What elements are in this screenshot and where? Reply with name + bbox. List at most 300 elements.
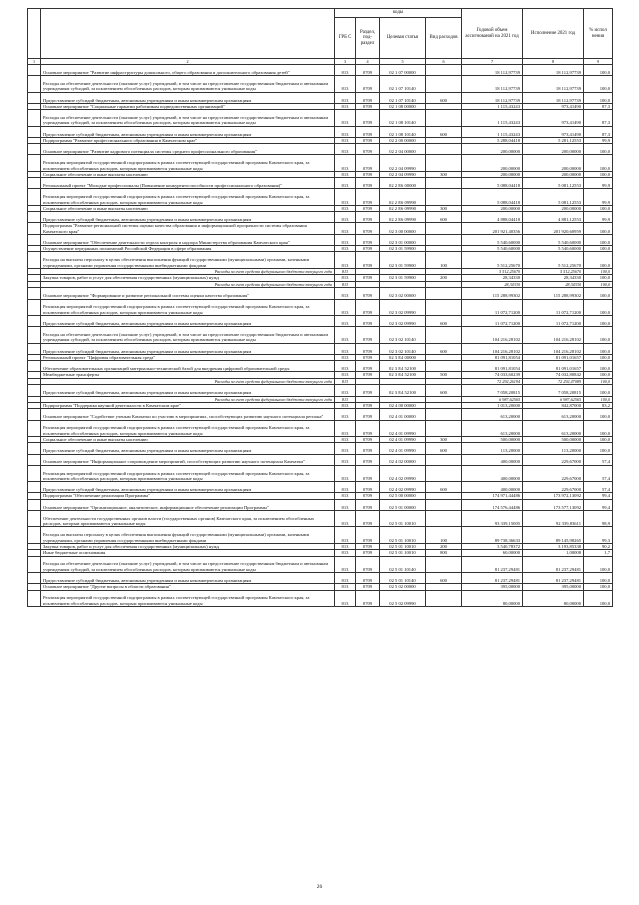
cell-plan: 81 091,81054 (462, 354, 523, 360)
table-row (28, 234, 613, 245)
cell-target-article: 02 4 02 00000 (380, 454, 426, 465)
cell-name: Основное мероприятие "Формирование и развитие региональной системы оценки качества образования" (41, 288, 335, 299)
table-row-federal-note (28, 396, 613, 403)
cell-percent: 100,0 (584, 288, 613, 299)
cell-fact: 1,00008 (523, 550, 584, 556)
cell-plan: 113,20000 (462, 443, 523, 454)
cell-target-article: 02 5 01 00000 (380, 499, 426, 510)
cell-percent: 99,9 (584, 212, 613, 223)
cell-percent: 99,9 (584, 137, 613, 143)
cell-razdel: 0709 (356, 178, 380, 189)
cell-plan: 1 115,43243 (462, 103, 523, 109)
table-row (28, 465, 613, 482)
cell-plan: 1 115,43243 (462, 110, 523, 127)
cell-percent: 100,0 (584, 437, 613, 443)
cell-fact: 201 920,60959 (523, 223, 584, 235)
cell-razdel: 0709 (356, 510, 380, 527)
cell-percent: 87,3 (584, 126, 613, 137)
cell-index (28, 299, 41, 316)
cell-fact: 28,34330 (523, 281, 584, 288)
cell-target-article: 02 3 00 00000 (380, 223, 426, 235)
cell-razdel: 0709 (356, 482, 380, 493)
cell-percent: 100,0 (584, 443, 613, 454)
cell-razdel: 0709 (356, 499, 380, 510)
cell-fact: 81 237,29481 (523, 573, 584, 584)
cell-percent: 100,0 (584, 556, 613, 573)
cell-fact: 4 881,12553 (523, 212, 584, 223)
cell-fact: 6 987,62565 (523, 396, 584, 403)
cell-percent: 99,9 (584, 178, 613, 189)
cell-razdel: 0709 (356, 137, 380, 143)
cell-grbs: 813 (335, 584, 356, 590)
cell-expense-type (426, 378, 462, 385)
cell-expense-type (426, 361, 462, 372)
cell-fact: 173 577,13092 (523, 499, 584, 510)
cell-expense-type: 600 (426, 573, 462, 584)
cell-plan: 104 216,28102 (462, 343, 523, 354)
cell-index (28, 443, 41, 454)
cell-expense-type (426, 510, 462, 527)
cell-name: Предоставление субсидий бюджетным, автономным учреждениям и иным некоммерческим организациям (41, 573, 335, 584)
cell-grbs: 813 (335, 550, 356, 556)
cell-target-article: 02 1 08 00000 (380, 103, 426, 109)
cell-target-article (380, 378, 426, 385)
cell-fact: 18 112,97739 (523, 76, 584, 93)
cell-index (28, 454, 41, 465)
cell-target-article: 02 5 01 10140 (380, 573, 426, 584)
cell-fact: 842,87000 (523, 403, 584, 409)
cell-fact: 28,34330 (523, 275, 584, 281)
header-blank-index (28, 9, 41, 59)
cell-expense-type: 100 (426, 252, 462, 269)
cell-plan: 5 540,60000 (462, 246, 523, 252)
table-row (28, 178, 613, 189)
cell-grbs: 813 (335, 482, 356, 493)
cell-name: Расходы на обеспечение деятельности (оказание услуг) учреждений, в том числе на предоставление государственным бюджетным и автономным учреждениям субсидий, за исключением обособленных расходов, которым присваиваются уникальные коды (41, 76, 335, 93)
cell-expense-type (426, 144, 462, 155)
cell-name: Реализация мероприятий государственной подпрограммы в рамках соответствующей государственной программы Камчатского края, за исключением обособленных расходов, которым присваиваются уникальные коды (41, 299, 335, 316)
cell-expense-type (426, 234, 462, 245)
cell-name: Предоставление субсидий бюджетным, автономным учреждениям и иным некоммерческим организациям (41, 212, 335, 223)
cell-target-article: 02 4 02 09990 (380, 482, 426, 493)
cell-target-article: 02 2 00 00000 (380, 137, 426, 143)
cell-name: Межбюджетные трансферты (41, 372, 335, 378)
cell-index (28, 499, 41, 510)
cell-name: Реализация мероприятий государственной подпрограммы в рамках соответствующей государственной программы Камчатского края, за исключением обособленных расходов, которым присваиваются уникальные коды (41, 465, 335, 482)
cell-fact: 72 292,47089 (523, 378, 584, 385)
cell-expense-type: 600 (426, 385, 462, 396)
cell-plan: 395,00000 (462, 584, 523, 590)
cell-target-article: 02 3 01 59900 (380, 252, 426, 269)
cell-grbs: 813 (335, 403, 356, 409)
table-row (28, 223, 613, 235)
cell-percent: 99,4 (584, 493, 613, 499)
cell-grbs: 813 (335, 126, 356, 137)
cell-name: Основное мероприятие "Социальные гарантии работникам подведомственных организаций" (41, 103, 335, 109)
cell-index (28, 288, 41, 299)
cell-expense-type: 600 (426, 212, 462, 223)
cell-razdel: 0709 (356, 76, 380, 93)
cell-name: Региональный проект "Цифровая образовательная среда" (41, 354, 335, 360)
cell-target-article: 02 4 00 00000 (380, 403, 426, 409)
cell-razdel: 0709 (356, 437, 380, 443)
col-number: 8 (523, 59, 584, 65)
cell-percent: 83,2 (584, 403, 613, 409)
cell-percent: 100,0 (584, 354, 613, 360)
cell-target-article: 02 3 E4 52100 (380, 385, 426, 396)
cell-fact: 200,00000 (523, 205, 584, 211)
cell-expense-type: 600 (426, 126, 462, 137)
cell-grbs: 813 (335, 223, 356, 235)
cell-grbs: 813 (335, 556, 356, 573)
cell-target-article: 02 1 07 10140 (380, 76, 426, 93)
cell-name: Предоставление субсидий бюджетным, автономным учреждениям и иным некоммерческим организациям (41, 316, 335, 327)
cell-plan: 115 288,99302 (462, 288, 523, 299)
cell-percent: 100,0 (584, 252, 613, 269)
cell-razdel: 0709 (356, 327, 380, 344)
table-row (28, 361, 613, 372)
cell-razdel: 0709 (356, 409, 380, 420)
cell-percent: 99,4 (584, 499, 613, 510)
cell-grbs: 813 (335, 110, 356, 127)
cell-percent: 100,0 (584, 590, 613, 607)
cell-name: Реализация мероприятий государственной подпрограммы в рамках соответствующей государственной программы Камчатского края, за исключением обособленных расходов, которым присваиваются уникальные коды (41, 155, 335, 172)
cell-percent: 87,3 (584, 103, 613, 109)
cell-razdel: 0709 (356, 443, 380, 454)
cell-percent: 100,0 (584, 573, 613, 584)
table-row (28, 556, 613, 573)
cell-percent: 57,4 (584, 465, 613, 482)
cell-razdel: 0709 (356, 144, 380, 155)
header-percent: % испол нения (584, 9, 613, 59)
cell-expense-type (426, 178, 462, 189)
cell-grbs: 813 (335, 510, 356, 527)
cell-plan: 89 738,36633 (462, 527, 523, 544)
cell-expense-type: 300 (426, 205, 462, 211)
cell-grbs: 813 (335, 316, 356, 327)
cell-fact: 92 339,83611 (523, 510, 584, 527)
table-row (28, 527, 613, 544)
table-row (28, 590, 613, 607)
cell-grbs: 813 (335, 76, 356, 93)
cell-target-article: 02 5 01 10140 (380, 556, 426, 573)
cell-expense-type: 200 (426, 275, 462, 281)
cell-index (28, 343, 41, 354)
cell-name: Обеспечение образовательных организаций материально-технической базой для внедрения цифровой образовательной среды (41, 361, 335, 372)
cell-fact: 81 237,29481 (523, 556, 584, 573)
cell-percent: 90,2 (584, 543, 613, 549)
cell-target-article: 02 2 04 09990 (380, 155, 426, 172)
col-number: 1 (28, 59, 41, 65)
cell-target-article: 02 3 E4 52100 (380, 372, 426, 378)
cell-target-article: 02 4 01 09990 (380, 437, 426, 443)
cell-fact: 229,67000 (523, 465, 584, 482)
cell-name: Расходы за счет средств федерального бюджета текущего года (41, 378, 335, 385)
cell-plan: 200,00000 (462, 155, 523, 172)
cell-fact: 80,00000 (523, 590, 584, 607)
table-row-federal-note (28, 281, 613, 288)
cell-index (28, 223, 41, 235)
cell-fact: 5 281,12553 (523, 137, 584, 143)
cell-name: Предоставление субсидий бюджетным, автономным учреждениям и иным некоммерческим организациям (41, 385, 335, 396)
cell-fact: 5 512,25670 (523, 268, 584, 275)
col-number: 9 (584, 59, 613, 65)
cell-index (28, 378, 41, 385)
table-row (28, 110, 613, 127)
cell-expense-type (426, 299, 462, 316)
table-row (28, 343, 613, 354)
header-codes: коды (335, 9, 462, 18)
cell-name: Реализация мероприятий государственной подпрограммы в рамках соответствующей государственной программы Камчатского края, за исключением обособленных расходов, которым присваиваются уникальные коды (41, 420, 335, 437)
cell-plan: 80,00000 (462, 590, 523, 607)
cell-razdel: 0709 (356, 361, 380, 372)
cell-index (28, 590, 41, 607)
table-row (28, 499, 613, 510)
cell-name: Основное мероприятие "Развитие инфраструктуры дошкольного, общего образования и дополнительного образования детей" (41, 65, 335, 76)
cell-razdel: 0709 (356, 103, 380, 109)
cell-name: Расходы на выплаты персоналу в целях обеспечения выполнения функций государственными (муниципальными) органами, казенными учреждениями, органами управления государственными внебюджетными фондами (41, 252, 335, 269)
cell-name: Подпрограмма "Развитие региональной системы оценки качества образования и информационной прозрачности системы образования Камчатского края" (41, 223, 335, 235)
cell-expense-type (426, 223, 462, 235)
cell-plan: 5 512,25670 (462, 252, 523, 269)
budget-table (27, 8, 613, 607)
cell-percent: 100,0 (584, 584, 613, 590)
cell-name: Расходы за счет средств федерального бюджета текущего года (41, 268, 335, 275)
cell-percent: 87,3 (584, 110, 613, 127)
cell-percent: 100,0 (584, 234, 613, 245)
col-number: 7 (462, 59, 523, 65)
cell-grbs: 813 (335, 246, 356, 252)
cell-fact: 5 512,25670 (523, 252, 584, 269)
cell-name: Закупка товаров, работ и услуг для обеспечения государственных (муниципальных) нужд (41, 275, 335, 281)
cell-plan: 3 540,78372 (462, 543, 523, 549)
cell-name: Расходы за счет средств федерального бюджета текущего года (41, 281, 335, 288)
cell-name: Основное мероприятие "Обеспечение деятельности отдела контроля и надзора Министерства образования Камчатского края" (41, 234, 335, 245)
cell-target-article: 02 2 E6 09990 (380, 212, 426, 223)
cell-plan: 11 072,71200 (462, 299, 523, 316)
cell-fact: 395,00000 (523, 584, 584, 590)
cell-target-article (380, 268, 426, 275)
cell-name: Основное мероприятие "Информационное сопровождение мероприятий, способствующих развитию научного потенциала Камчатки" (41, 454, 335, 465)
cell-expense-type (426, 281, 462, 288)
cell-fact: 18 112,97739 (523, 92, 584, 103)
cell-percent: 100,0 (584, 65, 613, 76)
cell-grbs: 813 (335, 178, 356, 189)
cell-razdel: 0709 (356, 246, 380, 252)
table-row (28, 155, 613, 172)
cell-percent: 100,0 (584, 372, 613, 378)
cell-expense-type: 300 (426, 171, 462, 177)
table-body (28, 65, 613, 607)
cell-plan: 400,00000 (462, 454, 523, 465)
cell-percent: 100,0 (584, 378, 613, 385)
cell-expense-type (426, 76, 462, 93)
cell-target-article: 02 3 02 00000 (380, 288, 426, 299)
cell-fact: 5 540,60000 (523, 234, 584, 245)
table-row (28, 252, 613, 269)
cell-target-article: 02 5 01 10010 (380, 550, 426, 556)
cell-razdel: 0709 (356, 543, 380, 549)
cell-grbs: 813 (335, 493, 356, 499)
cell-percent: 1,7 (584, 550, 613, 556)
cell-grbs: 813 (335, 144, 356, 155)
table-row (28, 420, 613, 437)
cell-expense-type: 600 (426, 343, 462, 354)
cell-name: Основное мероприятие "Организационное, аналитическое, информационное обеспечение реализации Программы" (41, 499, 335, 510)
cell-index (28, 212, 41, 223)
cell-name: Региональный проект "Молодые профессионалы (Повышение конкурентоспособности профессионального образования)" (41, 178, 335, 189)
cell-grbs: 813 (335, 420, 356, 437)
cell-plan: 1 013,20000 (462, 403, 523, 409)
cell-fact: 973,41490 (523, 126, 584, 137)
cell-index (28, 110, 41, 127)
cell-fact: 104 216,28102 (523, 327, 584, 344)
cell-plan: 400,00000 (462, 465, 523, 482)
col-number: 5 (380, 59, 426, 65)
cell-grbs: 813 (335, 437, 356, 443)
cell-fact: 74 032,80842 (523, 372, 584, 378)
table-row (28, 316, 613, 327)
cell-percent: 100,0 (584, 409, 613, 420)
cell-name: Расходы за счет средств федерального бюджета текущего года (41, 396, 335, 403)
cell-name: Предоставление субсидий бюджетным, автономным учреждениям и иным некоммерческим организациям (41, 482, 335, 493)
cell-percent: 100,0 (584, 205, 613, 211)
cell-plan: 500,00000 (462, 437, 523, 443)
cell-expense-type (426, 110, 462, 127)
cell-plan: 200,00000 (462, 171, 523, 177)
cell-grbs: 813 (335, 137, 356, 143)
cell-razdel (356, 396, 380, 403)
cell-plan: 28,34330 (462, 275, 523, 281)
cell-plan: 200,00000 (462, 144, 523, 155)
cell-name: Социальное обеспечение и иные выплаты населению (41, 171, 335, 177)
table-row-federal-note (28, 378, 613, 385)
cell-index (28, 189, 41, 206)
cell-plan: 18 112,97739 (462, 76, 523, 93)
cell-name: Осуществление переданных полномочий Российской Федерации в сфере образования (41, 246, 335, 252)
cell-fact: 500,00000 (523, 437, 584, 443)
cell-target-article: 02 3 E4 52100 (380, 361, 426, 372)
cell-name: Расходы на выплаты персоналу в целях обеспечения выполнения функций государственными (муниципальными) органами, казенными учреждениями, органами управления государственными внебюджетными фондами (41, 527, 335, 544)
cell-razdel (356, 378, 380, 385)
cell-fact: 229,67000 (523, 482, 584, 493)
cell-percent: 100,0 (584, 155, 613, 172)
cell-fact: 89 145,98265 (523, 527, 584, 544)
table-row (28, 385, 613, 396)
cell-razdel: 0709 (356, 155, 380, 172)
cell-plan: 60,00000 (462, 550, 523, 556)
cell-razdel: 0709 (356, 92, 380, 103)
cell-fact: 81 091,01657 (523, 361, 584, 372)
header-razdel: Раздел, под-раздел (356, 18, 380, 59)
cell-fact: 5 540,60000 (523, 246, 584, 252)
cell-razdel: 0709 (356, 275, 380, 281)
cell-name: Предоставление субсидий бюджетным, автономным учреждениям и иным некоммерческим организациям (41, 443, 335, 454)
cell-razdel: 0709 (356, 212, 380, 223)
cell-target-article: 02 2 04 00000 (380, 144, 426, 155)
col-number: 2 (41, 59, 335, 65)
table-row (28, 144, 613, 155)
cell-plan: 5 288,04418 (462, 137, 523, 143)
cell-razdel: 0709 (356, 465, 380, 482)
cell-expense-type (426, 396, 462, 403)
cell-razdel: 0709 (356, 584, 380, 590)
cell-grbs: 813 (335, 299, 356, 316)
cell-fact: 11 072,71200 (523, 316, 584, 327)
cell-fact: 18 112,97739 (523, 65, 584, 76)
table-row (28, 126, 613, 137)
cell-grbs: 813 (335, 443, 356, 454)
cell-grbs: 813 (335, 385, 356, 396)
cell-razdel: 0709 (356, 171, 380, 177)
table-row (28, 454, 613, 465)
cell-grbs: 813 (335, 454, 356, 465)
cell-percent: 98,9 (584, 510, 613, 527)
cell-index (28, 144, 41, 155)
cell-index (28, 327, 41, 344)
cell-target-article: 02 2 E6 09990 (380, 205, 426, 211)
cell-index (28, 92, 41, 103)
cell-target-article: 02 3 01 00000 (380, 234, 426, 245)
cell-plan: 6 987,62565 (462, 396, 523, 403)
cell-percent: 100,0 (584, 171, 613, 177)
cell-percent: 99,3 (584, 527, 613, 544)
table-row (28, 76, 613, 93)
cell-grbs: 813 (335, 275, 356, 281)
cell-grbs: 813 (335, 378, 356, 385)
cell-target-article: 02 5 01 10010 (380, 510, 426, 527)
cell-expense-type (426, 499, 462, 510)
cell-plan: 1 115,43243 (462, 126, 523, 137)
header-target-article: Целевая статья (380, 18, 426, 59)
cell-fact: 200,00000 (523, 144, 584, 155)
cell-percent: 100,0 (584, 275, 613, 281)
cell-razdel: 0709 (356, 126, 380, 137)
cell-grbs: 813 (335, 171, 356, 177)
cell-expense-type: 600 (426, 92, 462, 103)
cell-target-article: 02 5 02 00000 (380, 584, 426, 590)
cell-grbs: 813 (335, 573, 356, 584)
cell-plan: 74 033,60239 (462, 372, 523, 378)
cell-plan: 201 921,40356 (462, 223, 523, 235)
cell-target-article: 02 1 07 10140 (380, 92, 426, 103)
cell-grbs: 813 (335, 234, 356, 245)
cell-plan: 28,34330 (462, 281, 523, 288)
cell-index (28, 385, 41, 396)
cell-target-article: 02 4 01 00000 (380, 409, 426, 420)
cell-index (28, 465, 41, 482)
table-row (28, 65, 613, 76)
cell-percent: 100,0 (584, 361, 613, 372)
cell-expense-type: 800 (426, 550, 462, 556)
cell-razdel: 0709 (356, 403, 380, 409)
header-fact: Исполнение 2021 год (523, 9, 584, 59)
table-row (28, 327, 613, 344)
cell-target-article: 02 1 08 10140 (380, 126, 426, 137)
header-blank-name (41, 9, 335, 59)
cell-index (28, 409, 41, 420)
cell-target-article: 02 4 01 09990 (380, 420, 426, 437)
cell-percent: 100,0 (584, 385, 613, 396)
cell-grbs: 813 (335, 396, 356, 403)
table-row (28, 573, 613, 584)
cell-index (28, 361, 41, 372)
cell-index (28, 252, 41, 269)
cell-target-article: 02 3 02 09990 (380, 299, 426, 316)
cell-grbs: 813 (335, 92, 356, 103)
cell-expense-type (426, 268, 462, 275)
cell-fact: 173 972,13092 (523, 493, 584, 499)
